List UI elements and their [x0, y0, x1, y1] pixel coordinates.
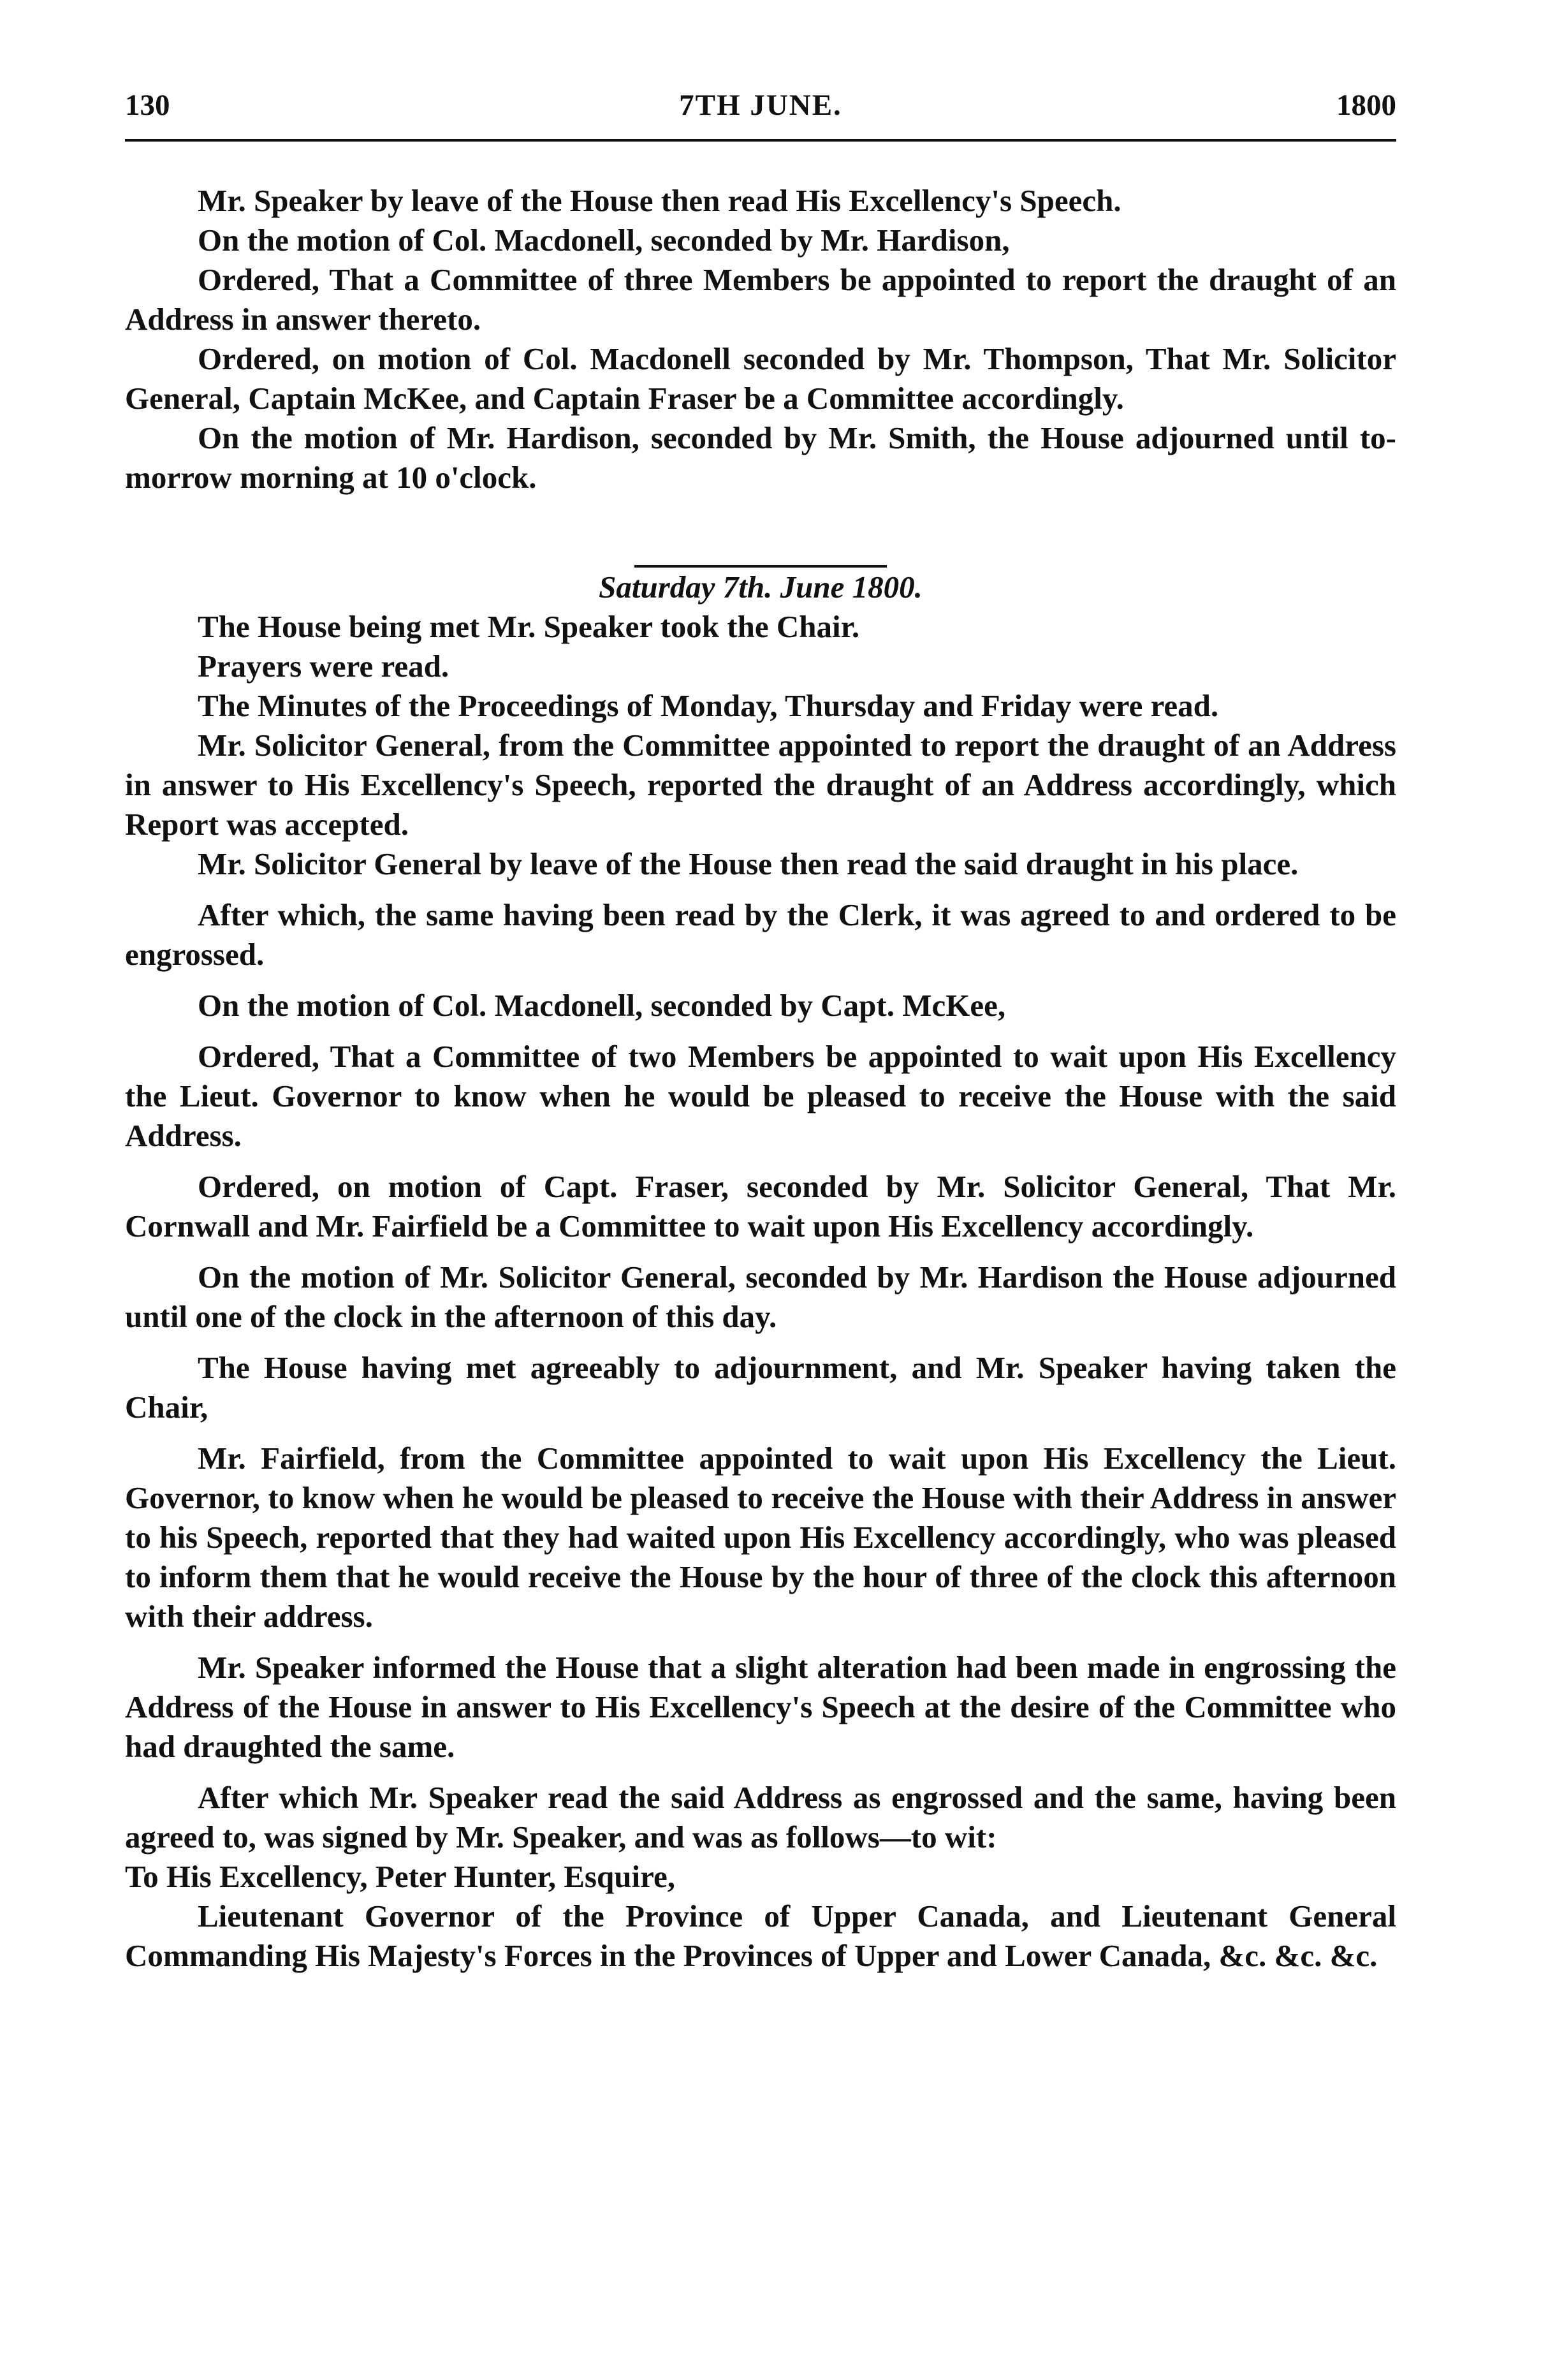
paragraph: Mr. Speaker informed the House that a slight alteration had been made in engrossing the Address of the House in answer to His Excellency's Speech at the desire of the Committee who had draughted the same.: [125, 1650, 1396, 1764]
address-block: [125, 1857, 1396, 1976]
running-title: 7TH JUNE.: [679, 89, 842, 122]
address-recipient: To His Excellency, Peter Hunter, Esquire,: [125, 1859, 675, 1894]
body-text: [125, 181, 1396, 1976]
section-heading: Saturday 7th. June 1800.: [599, 569, 923, 605]
address-title: Lieutenant Governor of the Province of Upper Canada, and Lieutenant General Commanding His Majesty's Forces in the Provinces of Upper and Lower Canada, &c. &c. &c.: [125, 1899, 1396, 1973]
paragraph: The Minutes of the Proceedings of Monday, Thursday and Friday were read.: [198, 688, 1219, 723]
paragraph: Mr. Fairfield, from the Committee appointed to wait upon His Excellency the Lieut. Governor, to know when he would be pleased to receive the House with their Address in answer to his Speech, reported that they had waited upon His Excellency accordingly, who was pleased to inform them that he would receive the House by the hour of three of the clock this afternoon with their address.: [125, 1441, 1396, 1634]
paragraph: Ordered, That a Committee of two Members be appointed to wait upon His Excellency the Lieut. Governor to know when he would be pleased to receive the House with the said Address.: [125, 1039, 1396, 1153]
paragraph: On the motion of Mr. Solicitor General, seconded by Mr. Hardison the House adjourned until one of the clock in the afternoon of this day.: [125, 1260, 1396, 1334]
paragraph: Mr. Speaker by leave of the House then read His Excellency's Speech.: [198, 183, 1121, 218]
header-rule: [125, 139, 1396, 142]
header-year: 1800: [1336, 89, 1396, 122]
paragraph: On the motion of Col. Macdonell, seconded by Mr. Hardison,: [198, 223, 1010, 258]
running-header: [125, 88, 1396, 133]
page-number: 130: [125, 89, 170, 122]
paragraph: Mr. Solicitor General by leave of the House then read the said draught in his place.: [198, 846, 1299, 881]
paragraph: Ordered, on motion of Capt. Fraser, seconded by Mr. Solicitor General, That Mr. Cornwall and Mr. Fairfield be a Committee to wait upon His Excellency accordingly.: [125, 1169, 1396, 1244]
paragraph: Ordered, on motion of Col. Macdonell seconded by Mr. Thompson, That Mr. Solicitor General, Captain McKee, and Captain Fraser be a Committee accordingly.: [125, 341, 1396, 416]
paragraph: Prayers were read.: [198, 649, 449, 684]
paragraph: After which, the same having been read by the Clerk, it was agreed to and ordered to be engrossed.: [125, 897, 1396, 972]
paragraph: On the motion of Col. Macdonell, seconded by Capt. McKee,: [198, 988, 1006, 1023]
paragraph: After which Mr. Speaker read the said Address as engrossed and the same, having been agreed to, was signed by Mr. Speaker, and was as follows—to wit:: [125, 1780, 1396, 1855]
paragraph: The House having met agreeably to adjournment, and Mr. Speaker having taken the Chair,: [125, 1350, 1396, 1425]
paragraph: Mr. Solicitor General, from the Committee appointed to report the draught of an Address in answer to His Excellency's Speech, reported the draught of an Address accordingly, which Report was accepted.: [125, 728, 1396, 842]
paragraph: On the motion of Mr. Hardison, seconded by Mr. Smith, the House adjourned until to-morrow morning at 10 o'clock.: [125, 420, 1396, 495]
paragraph: The House being met Mr. Speaker took the Chair.: [198, 609, 860, 644]
paragraph: Ordered, That a Committee of three Members be appointed to report the draught of an Address in answer thereto.: [125, 262, 1396, 337]
